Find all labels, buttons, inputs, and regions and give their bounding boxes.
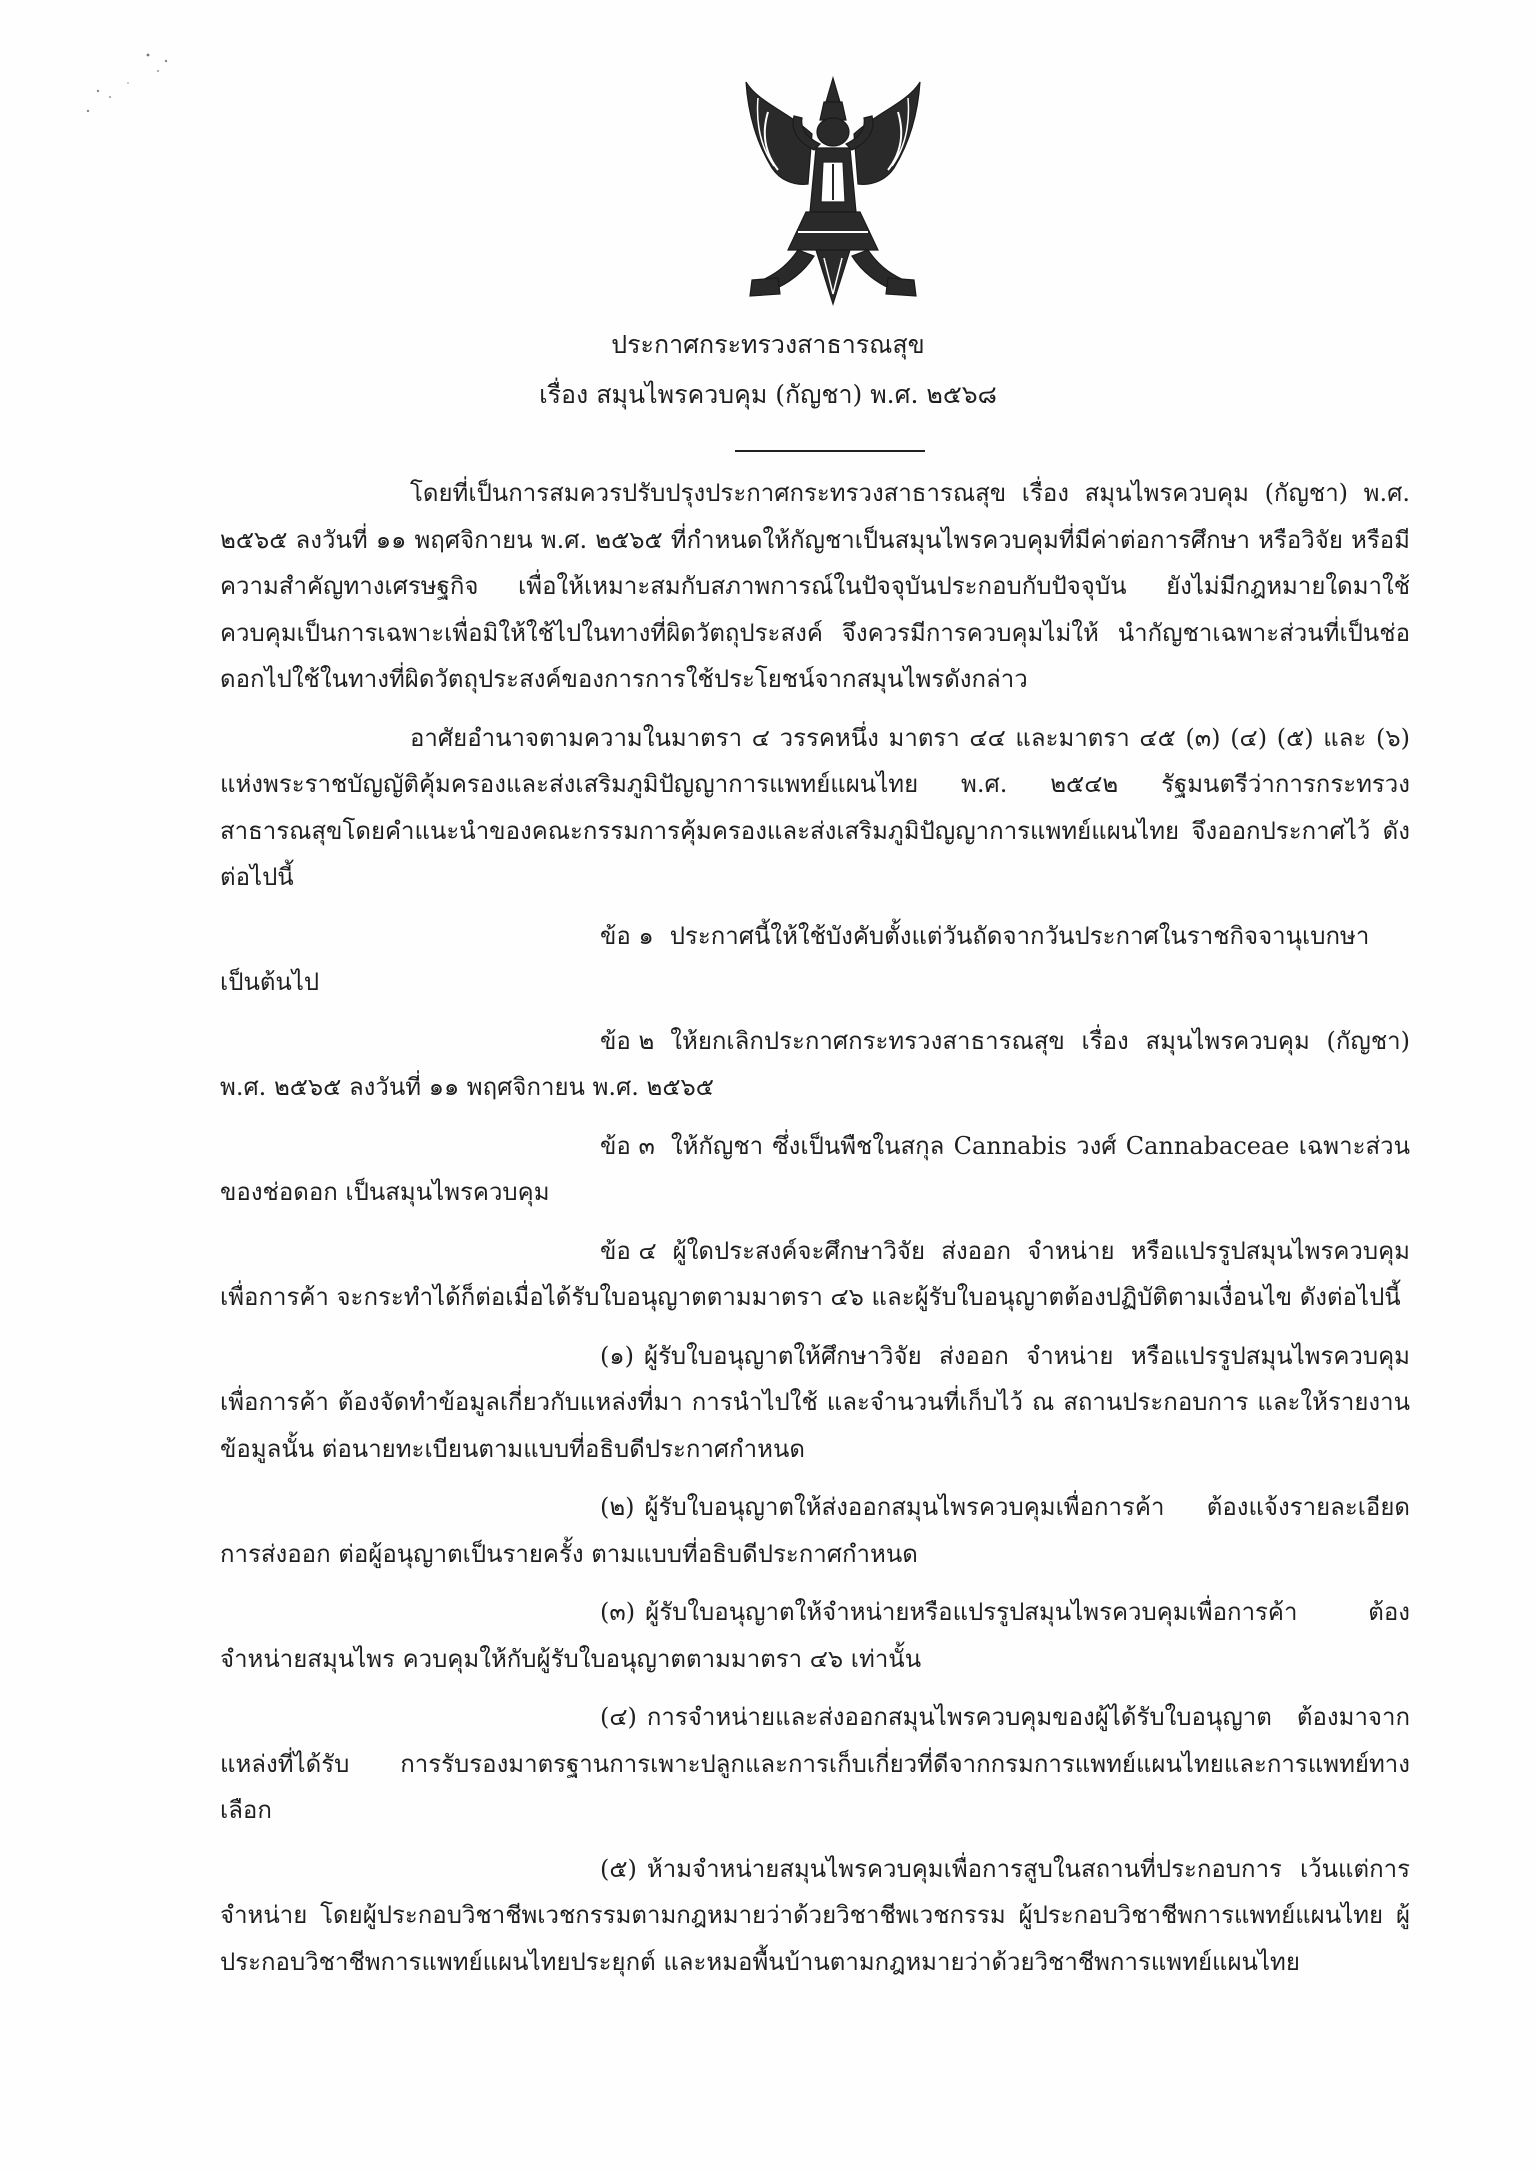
clause-text: ให้ยกเลิกประกาศกระทรวงสาธารณสุข เรื่อง สมุนไพรควบคุม (กัญชา) พ.ศ. ๒๕๖๕ ลงวันที่ ๑๑ พฤศจิกายน พ.ศ. ๒๕๖๕ bbox=[220, 1026, 1410, 1101]
condition-3 bbox=[220, 1589, 1410, 1682]
condition-text: การจำหน่ายและส่งออกสมุนไพรควบคุมของผู้ได้รับใบอนุญาต ต้องมาจากแหล่งที่ได้รับ การรับรองมาตรฐานการเพาะปลูกและการเก็บเกี่ยวที่ดีจากกรมการแพทย์แผนไทยและการแพทย์ทางเลือก bbox=[220, 1703, 1410, 1824]
clause-number: ข้อ ๓ bbox=[600, 1131, 655, 1160]
clause-number: ข้อ ๑ bbox=[600, 921, 654, 950]
condition-2 bbox=[220, 1484, 1410, 1577]
condition-4 bbox=[220, 1694, 1410, 1834]
heading-line-2: เรื่อง สมุนไพรควบคุม (กัญชา) พ.ศ. ๒๕๖๘ bbox=[539, 380, 997, 409]
heading-line-1: ประกาศกระทรวงสาธารณสุข bbox=[611, 330, 925, 359]
scan-specks bbox=[70, 45, 190, 135]
document-heading bbox=[0, 320, 1536, 420]
clause-text: ให้กัญชา ซึ่งเป็นพืชในสกุล Cannabis วงศ์ Cannabaceae เฉพาะส่วนของช่อดอก เป็นสมุนไพรควบคุม bbox=[220, 1131, 1410, 1206]
preamble-paragraph-1: โดยที่เป็นการสมควรปรับปรุงประกาศกระทรวงสาธารณสุข เรื่อง สมุนไพรควบคุม (กัญชา) พ.ศ. ๒๕๖๕ ลงวันที่ ๑๑ พฤศจิกายน พ.ศ. ๒๕๖๕ ที่กำหนดให้กัญชาเป็นสมุนไพรควบคุมที่มีค่าต่อการศึกษา หรือวิจัย หรือมีความสำคัญทางเศรษฐกิจ เพื่อให้เหมาะสมกับสภาพการณ์ในปัจจุบันประกอบกับปัจจุบัน ยังไม่มีกฎหมายใดมาใช้ควบคุมเป็นการเฉพาะเพื่อมิให้ใช้ไปในทางที่ผิดวัตถุประสงค์ จึงควรมีการควบคุมไม่ให้ นำกัญชาเฉพาะส่วนที่เป็นช่อดอกไปใช้ในทางที่ผิดวัตถุประสงค์ของการการใช้ประโยชน์จากสมุนไพรดังกล่าว bbox=[220, 479, 1410, 693]
clause-text: ประกาศนี้ให้ใช้บังคับตั้งแต่วันถัดจากวันประกาศในราชกิจจานุเบกษาเป็นต้นไป bbox=[220, 921, 1370, 996]
garuda-emblem bbox=[728, 72, 938, 312]
clause-2 bbox=[220, 1018, 1410, 1111]
clause-3 bbox=[220, 1123, 1410, 1216]
document-body bbox=[220, 470, 1410, 1997]
clause-text: ผู้ใดประสงค์จะศึกษาวิจัย ส่งออก จำหน่าย หรือแปรรูปสมุนไพรควบคุมเพื่อการค้า จะกระทำได้ก็ต่อเมื่อได้รับใบอนุญาตตามมาตรา ๔๖ และผู้รับใบอนุญาตต้องปฏิบัติตามเงื่อนไข ดังต่อไปนี้ bbox=[220, 1236, 1410, 1311]
preamble-paragraph-2: อาศัยอำนาจตามความในมาตรา ๔ วรรคหนึ่ง มาตรา ๔๔ และมาตรา ๔๕ (๓) (๔) (๕) และ (๖) แห่งพระราชบัญญัติคุ้มครองและส่งเสริมภูมิปัญญาการแพทย์แผนไทย พ.ศ. ๒๕๔๒ รัฐมนตรีว่าการกระทรวง สาธารณสุขโดยคำแนะนำของคณะกรรมการคุ้มครองและส่งเสริมภูมิปัญญาการแพทย์แผนไทย จึงออกประกาศไว้ ดังต่อไปนี้ bbox=[220, 723, 1410, 891]
condition-number: (๑) bbox=[600, 1341, 634, 1370]
condition-number: (๔) bbox=[600, 1703, 637, 1731]
condition-5 bbox=[220, 1846, 1410, 1986]
clause-4 bbox=[220, 1228, 1410, 1321]
condition-number: (๒) bbox=[600, 1493, 635, 1521]
condition-number: (๕) bbox=[600, 1854, 637, 1883]
condition-text: ผู้รับใบอนุญาตให้ศึกษาวิจัย ส่งออก จำหน่าย หรือแปรรูปสมุนไพรควบคุมเพื่อการค้า ต้องจัดทำข้อมูลเกี่ยวกับแหล่งที่มา การนำไปใช้ และจำนวนที่เก็บไว้ ณ สถานประกอบการ และให้รายงานข้อมูลนั้น ต่อนายทะเบียนตามแบบที่อธิบดีประกาศกำหนด bbox=[220, 1341, 1410, 1463]
clause-number: ข้อ ๔ bbox=[600, 1236, 657, 1265]
heading-divider bbox=[735, 450, 925, 452]
condition-text: ห้ามจำหน่ายสมุนไพรควบคุมเพื่อการสูบในสถานที่ประกอบการ เว้นแต่การจำหน่าย โดยผู้ประกอบวิชาชีพเวชกรรมตามกฎหมายว่าด้วยวิชาชีพเวชกรรม ผู้ประกอบวิชาชีพการแพทย์แผนไทย ผู้ประกอบวิชาชีพการแพทย์แผนไทยประยุกต์ และหมอพื้นบ้านตามกฎหมายว่าด้วยวิชาชีพการแพทย์แผนไทย bbox=[220, 1854, 1410, 1976]
condition-number: (๓) bbox=[600, 1598, 636, 1626]
condition-1 bbox=[220, 1333, 1410, 1473]
condition-text: ผู้รับใบอนุญาตให้จำหน่ายหรือแปรรูปสมุนไพรควบคุมเพื่อการค้า ต้องจำหน่ายสมุนไพร ควบคุมให้กับผู้รับใบอนุญาตตามมาตรา ๔๖ เท่านั้น bbox=[220, 1598, 1410, 1673]
clause-number: ข้อ ๒ bbox=[600, 1026, 655, 1055]
clause-1 bbox=[220, 913, 1410, 1006]
condition-text: ผู้รับใบอนุญาตให้ส่งออกสมุนไพรควบคุมเพื่อการค้า ต้องแจ้งรายละเอียดการส่งออก ต่อผู้อนุญาตเป็นรายครั้ง ตามแบบที่อธิบดีประกาศกำหนด bbox=[220, 1493, 1410, 1568]
